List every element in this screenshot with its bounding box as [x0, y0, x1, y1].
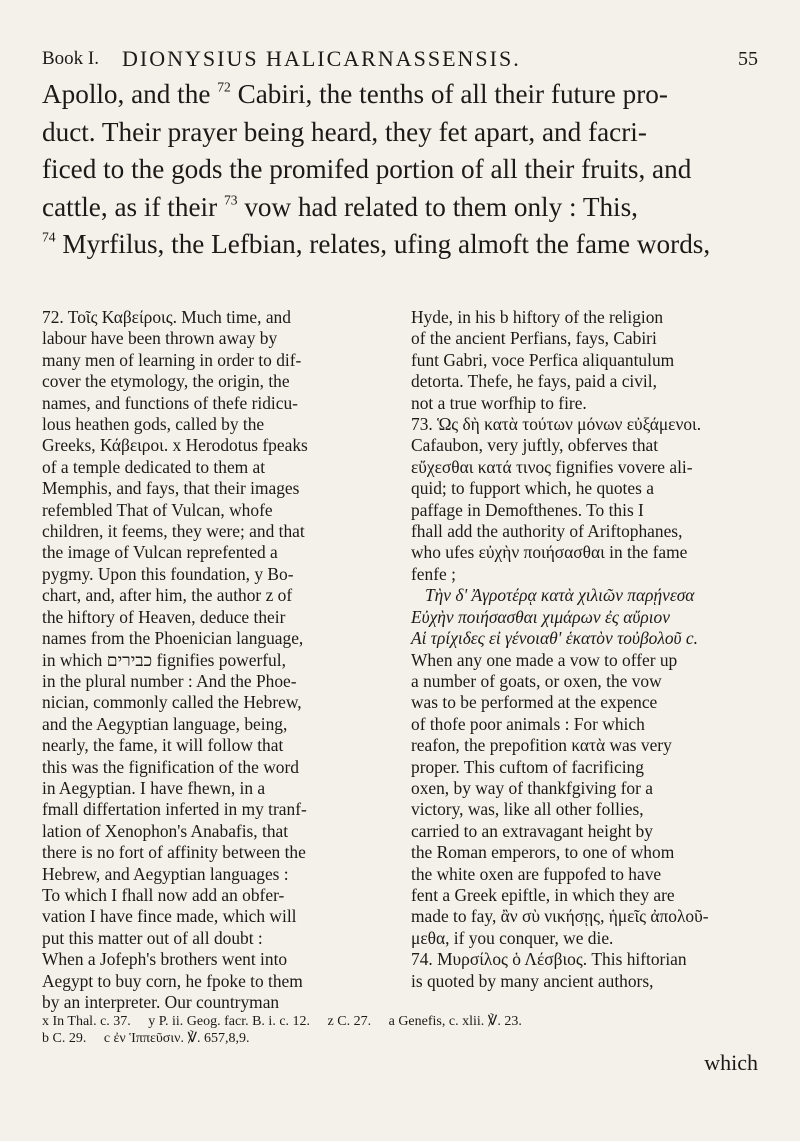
note-line: the Roman emperors, to one of whom — [411, 842, 675, 863]
note-line: To which I fhall now add an obfer- — [42, 884, 285, 905]
catchword: which — [704, 1050, 758, 1075]
note-line: Hyde, in his b hiftory of the religion — [411, 307, 664, 327]
note-line: 74. Μυρσίλος ὁ Λέσβιος. This hiftorian — [411, 949, 687, 970]
note-line: names, and functions of thefe ridicu- — [42, 392, 298, 413]
note-line: and the Aegyptian language, being, — [42, 713, 288, 734]
note-line: the hiftory of Heaven, deduce their — [42, 606, 286, 627]
note-line: When a Jofeph's brothers went into — [42, 949, 288, 970]
note-line: μεθα, if you conquer, we die. — [411, 927, 614, 948]
note-ref-74: 74 — [42, 229, 56, 245]
note-line: this was the fignification of the word — [42, 756, 299, 777]
note-line: of a temple dedicated to them at — [42, 456, 266, 477]
note-line: fenfe ; — [411, 563, 456, 584]
note-line: reafon, the prepofition κατὰ was very — [411, 735, 672, 756]
running-title: DIONYSIUS HALICARNASSENSIS. — [122, 46, 521, 71]
note-line: nearly, the fame, it will follow that — [42, 735, 284, 756]
note-line: was to be performed at the expence — [411, 692, 658, 713]
main-line: ficed to the gods the promifed portion of all their fruits, and — [42, 154, 692, 184]
note-line: put this matter out of all doubt : — [42, 927, 263, 948]
notes-right-column — [411, 307, 773, 992]
main-text — [42, 76, 764, 264]
note-line: vation I have fince made, which will — [42, 906, 297, 927]
note-line: nician, commonly called the Hebrew, — [42, 692, 302, 713]
note-line: proper. This cuftom of facrificing — [411, 756, 644, 777]
note-line: Cafaubon, very juftly, obferves that — [411, 435, 659, 456]
note-line: fent a Greek epiftle, in which they are — [411, 884, 675, 905]
footnote-x: x In Thal. c. 37. — [42, 1014, 131, 1029]
note-line: there is no fort of affinity between the — [42, 842, 306, 863]
note-line: fmall differtation inferted in my tranf- — [42, 799, 307, 820]
note-line: a number of goats, or oxen, the vow — [411, 670, 662, 691]
footnote-z: z C. 27. — [327, 1014, 372, 1029]
note-line: oxen, by way of thankfgiving for a — [411, 777, 653, 798]
note-line: chart, and, after him, the author z of — [42, 585, 293, 606]
main-line: Apollo, and the $^{72}$ Cabiri, the tenths of all their future pro- — [42, 79, 668, 109]
note-line: quid; to fupport which, he quotes a — [411, 478, 654, 499]
note-line: the image of Vulcan reprefented a — [42, 542, 278, 563]
note-line: paffage in Demofthenes. To this I — [411, 499, 644, 520]
page-number: 55 — [738, 48, 758, 70]
note-line: children, it feems, they were; and that — [42, 521, 305, 542]
note-line: lous heathen gods, called by the — [42, 414, 265, 435]
note-line: is quoted by many ancient authors, — [411, 970, 654, 991]
note-line: not a true worfhip to fire. — [411, 392, 587, 413]
footnote-row — [42, 1013, 762, 1030]
main-line: cattle, as if their $^{73}$ vow had related to them only : This, — [42, 191, 638, 222]
notes-left-column — [42, 307, 406, 1013]
verse-line: Εὐχὴν ποιήσασθαι χιμάρων ἐς αὔριον — [411, 606, 670, 627]
verse-line: Αἱ τρίχιδες εἰ γένοιαθ' ἑκατὸν τοὐβολοῦ c. — [411, 628, 698, 649]
note-line: many men of learning in order to dif- — [42, 349, 302, 370]
main-line: $^{74}$ Myrfilus, the Lefbian, relates, ufing almoft the fame words, — [42, 229, 711, 259]
note-line: in which כבירים fignifies powerful, — [42, 649, 286, 670]
note-line: pygmy. Upon this foundation, y Bo- — [42, 563, 294, 584]
note-line: funt Gabri, voce Perfica aliquantulum — [411, 349, 675, 370]
note-line: in the plural number : And the Phoe- — [42, 670, 297, 691]
footnote-a: a Genefis, c. xlii. ℣. 23. — [388, 1014, 522, 1029]
note-line: detorta. Thefe, he fays, paid a civil, — [411, 371, 657, 392]
verse-line: Τὴν δ' Ἀγροτέρᾳ κατὰ χιλιῶν παρῄνεσα — [425, 585, 695, 606]
note-line: Hebrew, and Aegyptian languages : — [42, 863, 289, 884]
footnote-row — [42, 1030, 762, 1047]
note-line: labour have been thrown away by — [42, 328, 278, 349]
note-line: 72. Τοῖς Καβείροις. Much time, and — [42, 307, 291, 327]
note-line: carried to an extravagant height by — [411, 820, 653, 841]
note-line: made to fay, ἂν σὺ νικήσῃς, ἡμεῖς ἀπολοῦ- — [411, 906, 709, 927]
note-line: refembled That of Vulcan, whofe — [42, 499, 273, 520]
note-line: εὔχεσθαι κατά τινος fignifies vovere ali- — [411, 456, 693, 477]
note-line: the white oxen are fuppofed to have — [411, 863, 662, 884]
note-line: names from the Phoenician language, — [42, 628, 304, 649]
footnote-y: y P. ii. Geog. facr. B. i. c. 12. — [148, 1014, 311, 1029]
book-label: Book I. — [42, 48, 99, 69]
note-line: Memphis, and fays, that their images — [42, 478, 300, 499]
note-line: When any one made a vow to offer up — [411, 649, 678, 670]
note-line: Aegypt to buy corn, he fpoke to them — [42, 970, 303, 991]
note-line: lation of Xenophon's Anabafis, that — [42, 820, 289, 841]
note-ref-72: 72 — [217, 79, 231, 95]
note-line: of thofe poor animals : For which — [411, 713, 645, 734]
note-line: victory, was, like all other follies, — [411, 799, 644, 820]
footnote-b: b C. 29. — [42, 1031, 87, 1046]
note-line: Greeks, Κάβειροι. x Herodotus fpeaks — [42, 435, 308, 456]
note-line: by an interpreter. Our countryman — [42, 992, 280, 1012]
note-line: who ufes εὐχὴν ποιήσασθαι in the fame — [411, 542, 688, 563]
note-ref-73: 73 — [223, 191, 238, 207]
note-line: fhall add the authority of Ariftophanes, — [411, 521, 683, 542]
note-line: 73. Ὡς δὴ κατὰ τούτων μόνων εὐξάμενοι. — [411, 414, 702, 435]
note-line: of the ancient Perfians, fays, Cabiri — [411, 328, 657, 349]
running-header — [42, 44, 758, 74]
note-line: cover the etymology, the origin, the — [42, 371, 290, 392]
main-line: duct. Their prayer being heard, they fet apart, and facri- — [42, 116, 647, 147]
footnote-c: c ἐν Ἱππεῦσιν. ℣. 657,8,9. — [103, 1031, 250, 1046]
note-line: in Aegyptian. I have fhewn, in a — [42, 777, 266, 798]
footnotes — [42, 1013, 762, 1047]
